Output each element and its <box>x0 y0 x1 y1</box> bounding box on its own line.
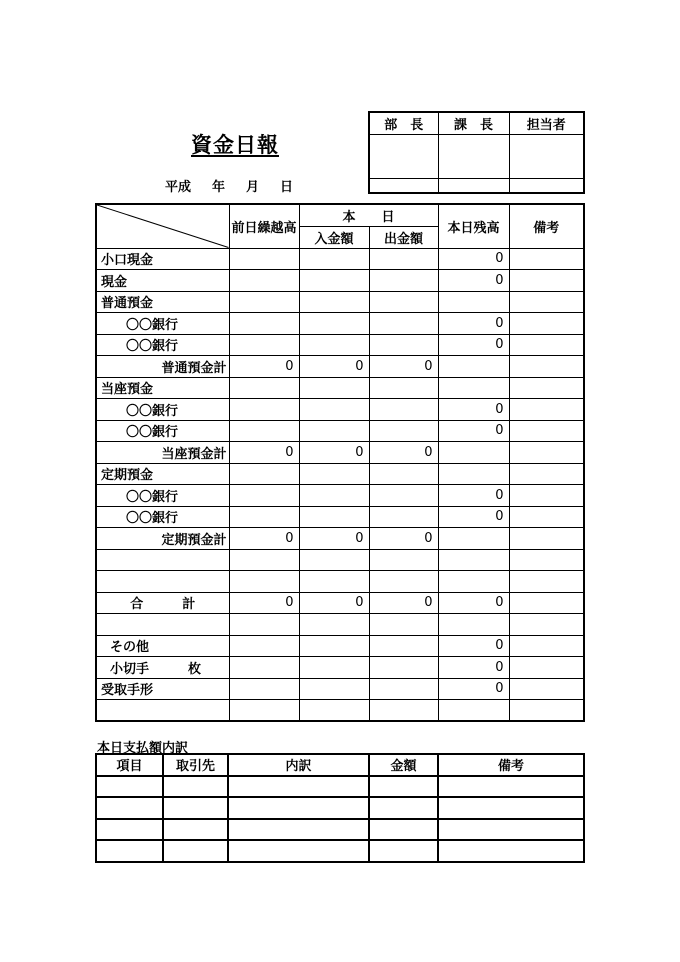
date-month-label: 月 <box>246 180 260 195</box>
table-row <box>96 506 584 528</box>
today-balance-cell <box>438 356 509 378</box>
deposit-cell <box>299 377 369 399</box>
header-prev-day-balance: 前日繰越高 <box>229 204 299 248</box>
payment-header-row <box>96 754 584 776</box>
today-balance-cell <box>438 700 509 722</box>
approval-bottom-cell <box>369 178 438 193</box>
withdrawal-cell <box>369 291 438 313</box>
header-today: 本 日 <box>299 204 438 226</box>
payment-cell <box>369 797 438 819</box>
row-label-cell: 定期預金 <box>96 463 229 485</box>
withdrawal-cell <box>369 549 438 571</box>
payment-header-amount: 金額 <box>369 754 438 776</box>
remarks-cell <box>509 506 584 528</box>
diagonal-corner-cell <box>96 204 229 248</box>
table-row <box>96 356 584 378</box>
table-row <box>96 549 584 571</box>
row-label-cell: 当座預金計 <box>96 442 229 464</box>
remarks-cell <box>509 485 584 507</box>
row-label-cell: 〇〇銀行 <box>96 313 229 335</box>
today-balance-cell: 0 <box>438 485 509 507</box>
payment-header-client: 取引先 <box>163 754 228 776</box>
table-row <box>96 571 584 593</box>
remarks-cell <box>509 528 584 550</box>
table-row <box>96 528 584 550</box>
table-row <box>96 399 584 421</box>
payment-header-item: 項目 <box>96 754 163 776</box>
withdrawal-cell <box>369 485 438 507</box>
today-balance-cell: 0 <box>438 313 509 335</box>
row-label-cell <box>96 614 229 636</box>
remarks-cell <box>509 442 584 464</box>
row-label-cell: その他 <box>96 635 229 657</box>
payment-cell <box>438 797 584 819</box>
prev-balance-cell: 0 <box>229 356 299 378</box>
header-today-balance: 本日残高 <box>438 204 509 248</box>
withdrawal-cell <box>369 678 438 700</box>
prev-balance-cell: 0 <box>229 592 299 614</box>
row-label-cell: 小口現金 <box>96 248 229 270</box>
today-balance-cell <box>438 549 509 571</box>
payment-table <box>95 753 585 863</box>
withdrawal-cell <box>369 270 438 292</box>
row-label-cell: 合 計 <box>96 592 229 614</box>
today-balance-cell: 0 <box>438 657 509 679</box>
table-row <box>96 270 584 292</box>
approval-signature-cell <box>509 134 584 178</box>
withdrawal-cell: 0 <box>369 592 438 614</box>
remarks-cell <box>509 291 584 313</box>
deposit-cell <box>299 678 369 700</box>
today-balance-cell <box>438 463 509 485</box>
table-row <box>96 485 584 507</box>
withdrawal-cell: 0 <box>369 528 438 550</box>
remarks-cell <box>509 399 584 421</box>
payment-cell <box>369 840 438 862</box>
remarks-cell <box>509 420 584 442</box>
deposit-cell <box>299 313 369 335</box>
table-row <box>96 678 584 700</box>
table-row <box>96 463 584 485</box>
deposit-cell <box>299 463 369 485</box>
header-remarks: 備考 <box>509 204 584 248</box>
remarks-cell <box>509 571 584 593</box>
table-row <box>96 614 584 636</box>
remarks-cell <box>509 356 584 378</box>
deposit-cell <box>299 334 369 356</box>
row-label-cell <box>96 571 229 593</box>
row-label-cell <box>96 700 229 722</box>
remarks-cell <box>509 549 584 571</box>
prev-balance-cell <box>229 614 299 636</box>
withdrawal-cell <box>369 657 438 679</box>
payment-row <box>96 840 584 862</box>
approval-table <box>368 111 585 194</box>
row-label-cell: 当座預金 <box>96 377 229 399</box>
balance-header-row-1 <box>96 204 584 226</box>
prev-balance-cell <box>229 291 299 313</box>
payment-cell <box>96 797 163 819</box>
payment-cell <box>163 819 228 841</box>
prev-balance-cell: 0 <box>229 442 299 464</box>
withdrawal-cell <box>369 399 438 421</box>
payment-cell <box>228 776 369 798</box>
today-balance-cell: 0 <box>438 334 509 356</box>
prev-balance-cell <box>229 678 299 700</box>
payment-cell <box>228 819 369 841</box>
table-row <box>96 377 584 399</box>
payment-cell <box>228 840 369 862</box>
prev-balance-cell <box>229 313 299 335</box>
remarks-cell <box>509 270 584 292</box>
row-label-cell: 〇〇銀行 <box>96 334 229 356</box>
withdrawal-cell: 0 <box>369 442 438 464</box>
table-row <box>96 420 584 442</box>
approval-header-section-manager: 課 長 <box>438 112 509 134</box>
payment-header-breakdown: 内訳 <box>228 754 369 776</box>
payment-cell <box>369 776 438 798</box>
payment-row <box>96 819 584 841</box>
payment-cell <box>163 797 228 819</box>
payment-cell <box>369 819 438 841</box>
remarks-cell <box>509 334 584 356</box>
payment-cell <box>96 819 163 841</box>
payment-cell <box>228 797 369 819</box>
prev-balance-cell <box>229 334 299 356</box>
withdrawal-cell <box>369 614 438 636</box>
table-row <box>96 635 584 657</box>
prev-balance-cell <box>229 485 299 507</box>
date-day-label: 日 <box>280 180 294 195</box>
withdrawal-cell <box>369 313 438 335</box>
payment-cell <box>96 776 163 798</box>
withdrawal-cell <box>369 420 438 442</box>
row-label-cell: 普通預金 <box>96 291 229 313</box>
page-title: 資金日報 <box>191 133 279 157</box>
withdrawal-cell <box>369 506 438 528</box>
payment-cell <box>163 776 228 798</box>
row-label-cell: 〇〇銀行 <box>96 485 229 507</box>
approval-signature-row <box>369 134 584 178</box>
prev-balance-cell <box>229 270 299 292</box>
payment-cell <box>96 840 163 862</box>
header-deposit-amount: 入金額 <box>299 226 369 248</box>
row-label-cell: 〇〇銀行 <box>96 399 229 421</box>
payment-row <box>96 776 584 798</box>
deposit-cell <box>299 270 369 292</box>
deposit-cell <box>299 549 369 571</box>
approval-signature-cell <box>369 134 438 178</box>
approval-header-general-manager: 部 長 <box>369 112 438 134</box>
deposit-cell <box>299 399 369 421</box>
approval-header-person-in-charge: 担当者 <box>509 112 584 134</box>
withdrawal-cell <box>369 377 438 399</box>
remarks-cell <box>509 700 584 722</box>
today-balance-cell: 0 <box>438 248 509 270</box>
header-withdrawal-amount: 出金額 <box>369 226 438 248</box>
payment-cell <box>438 776 584 798</box>
deposit-cell: 0 <box>299 592 369 614</box>
remarks-cell <box>509 377 584 399</box>
today-balance-cell: 0 <box>438 420 509 442</box>
remarks-cell <box>509 248 584 270</box>
payment-section-title: 本日支払額内訳 <box>97 741 189 756</box>
deposit-cell <box>299 248 369 270</box>
date-line <box>165 176 293 195</box>
row-label-cell: 〇〇銀行 <box>96 506 229 528</box>
today-balance-cell <box>438 442 509 464</box>
withdrawal-cell <box>369 334 438 356</box>
row-label-cell: 小切手 枚 <box>96 657 229 679</box>
prev-balance-cell <box>229 248 299 270</box>
today-balance-cell: 0 <box>438 270 509 292</box>
payment-row <box>96 797 584 819</box>
prev-balance-cell <box>229 463 299 485</box>
table-row <box>96 334 584 356</box>
remarks-cell <box>509 592 584 614</box>
remarks-cell <box>509 657 584 679</box>
payment-cell <box>163 840 228 862</box>
date-era-label: 平成 <box>165 180 192 195</box>
remarks-cell <box>509 635 584 657</box>
deposit-cell <box>299 614 369 636</box>
table-row <box>96 248 584 270</box>
table-row <box>96 442 584 464</box>
table-row <box>96 313 584 335</box>
deposit-cell: 0 <box>299 442 369 464</box>
deposit-cell <box>299 485 369 507</box>
row-label-cell <box>96 549 229 571</box>
prev-balance-cell <box>229 657 299 679</box>
deposit-cell <box>299 657 369 679</box>
today-balance-cell: 0 <box>438 399 509 421</box>
row-label-cell: 受取手形 <box>96 678 229 700</box>
deposit-cell <box>299 420 369 442</box>
withdrawal-cell <box>369 571 438 593</box>
today-balance-cell: 0 <box>438 678 509 700</box>
prev-balance-cell <box>229 377 299 399</box>
today-balance-cell <box>438 377 509 399</box>
withdrawal-cell <box>369 463 438 485</box>
prev-balance-cell <box>229 700 299 722</box>
payment-cell <box>438 819 584 841</box>
today-balance-cell: 0 <box>438 635 509 657</box>
withdrawal-cell <box>369 248 438 270</box>
deposit-cell <box>299 291 369 313</box>
prev-balance-cell <box>229 549 299 571</box>
remarks-cell <box>509 313 584 335</box>
prev-balance-cell <box>229 399 299 421</box>
prev-balance-cell <box>229 571 299 593</box>
today-balance-cell <box>438 571 509 593</box>
deposit-cell <box>299 571 369 593</box>
deposit-cell <box>299 506 369 528</box>
remarks-cell <box>509 614 584 636</box>
table-row <box>96 700 584 722</box>
withdrawal-cell <box>369 635 438 657</box>
withdrawal-cell <box>369 700 438 722</box>
today-balance-cell <box>438 291 509 313</box>
row-label-cell: 現金 <box>96 270 229 292</box>
approval-bottom-cell <box>438 178 509 193</box>
approval-bottom-cell <box>509 178 584 193</box>
table-row <box>96 592 584 614</box>
row-label-cell: 普通預金計 <box>96 356 229 378</box>
payment-cell <box>438 840 584 862</box>
row-label-cell: 定期預金計 <box>96 528 229 550</box>
remarks-cell <box>509 678 584 700</box>
today-balance-cell <box>438 614 509 636</box>
today-balance-cell: 0 <box>438 592 509 614</box>
prev-balance-cell: 0 <box>229 528 299 550</box>
approval-signature-cell <box>438 134 509 178</box>
date-year-label: 年 <box>212 180 226 195</box>
prev-balance-cell <box>229 420 299 442</box>
payment-header-remarks: 備考 <box>438 754 584 776</box>
prev-balance-cell <box>229 506 299 528</box>
withdrawal-cell: 0 <box>369 356 438 378</box>
approval-header-row <box>369 112 584 134</box>
deposit-cell <box>299 635 369 657</box>
deposit-cell: 0 <box>299 356 369 378</box>
today-balance-cell: 0 <box>438 506 509 528</box>
balance-table <box>95 203 585 722</box>
prev-balance-cell <box>229 635 299 657</box>
table-row <box>96 291 584 313</box>
deposit-cell: 0 <box>299 528 369 550</box>
deposit-cell <box>299 700 369 722</box>
table-row <box>96 657 584 679</box>
today-balance-cell <box>438 528 509 550</box>
row-label-cell: 〇〇銀行 <box>96 420 229 442</box>
diagonal-line <box>97 205 229 248</box>
remarks-cell <box>509 463 584 485</box>
approval-bottom-row <box>369 178 584 193</box>
